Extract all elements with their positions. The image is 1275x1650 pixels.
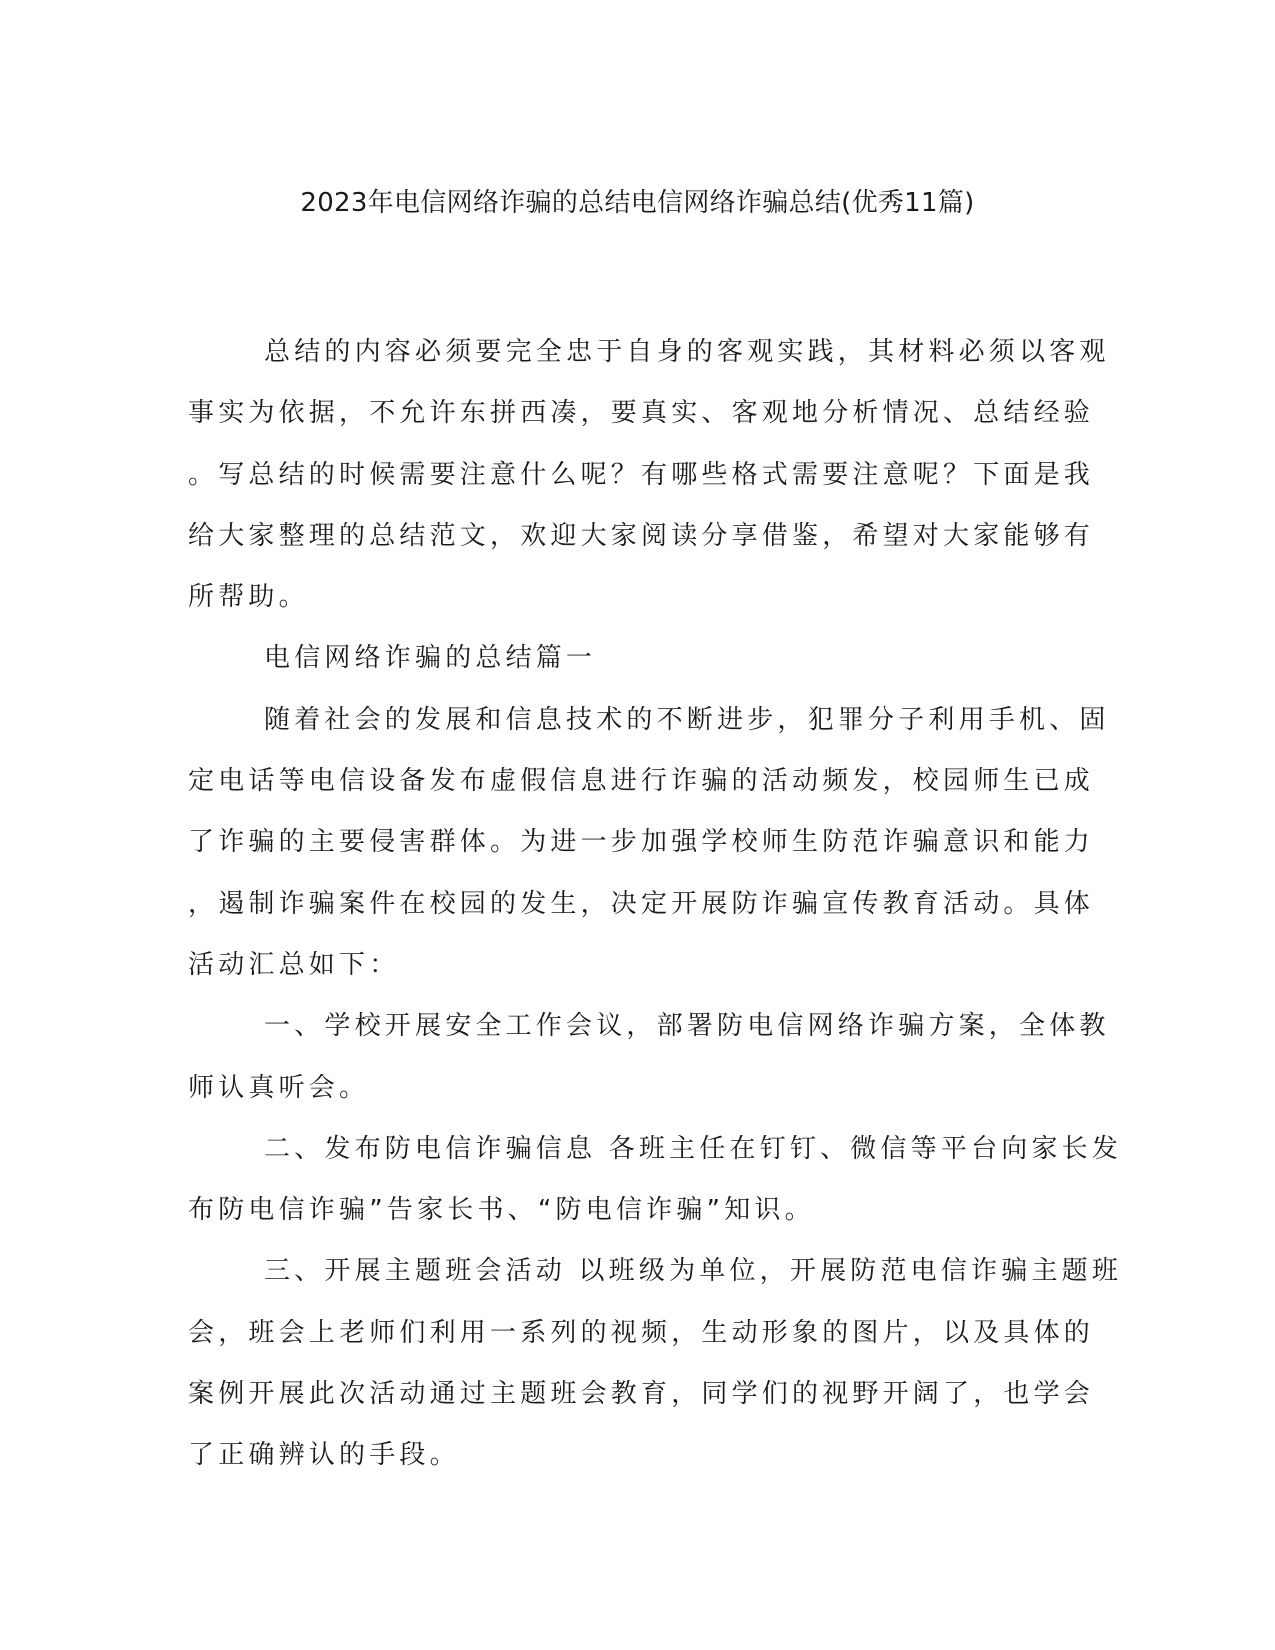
paragraph-line: 。写总结的时候需要注意什么呢？有哪些格式需要注意呢？下面是我 [188,459,1095,490]
paragraph-line: 案例开展此次活动通过主题班会教育，同学们的视野开阔了，也学会 [188,1379,1095,1410]
paragraph-line: 师认真听会。 [188,1072,370,1103]
paragraph-line: 了正确辨认的手段。 [188,1440,460,1471]
paragraph-line: 给大家整理的总结范文，欢迎大家阅读分享借鉴，希望对大家能够有 [188,520,1095,551]
document-title: 2023年电信网络诈骗的总结电信网络诈骗总结(优秀11篇) [300,188,975,218]
paragraph-line: 活动汇总如下： [188,949,400,980]
paragraph-line: 会，班会上老师们利用一系列的视频，生动形象的图片，以及具体的 [188,1317,1095,1348]
paragraph-line: 事实为依据，不允许东拼西凑，要真实、客观地分析情况、总结经验 [188,398,1095,429]
paragraph-line: 布防电信诈骗”告家长书、“防电信诈骗”知识。 [188,1195,815,1226]
paragraph-line: 二、发布防电信诈骗信息 各班主任在钉钉、微信等平台向家长发 [264,1133,1123,1164]
paragraph-line: 定电话等电信设备发布虚假信息进行诈骗的活动频发，校园师生已成 [188,766,1095,797]
paragraph-line: 随着社会的发展和信息技术的不断进步，犯罪分子利用手机、固 [264,704,1110,735]
paragraph-line: 所帮助。 [188,582,309,613]
paragraph-line: ，遏制诈骗案件在校园的发生，决定开展防诈骗宣传教育活动。具体 [188,888,1095,919]
paragraph-line: 三、开展主题班会活动 以班级为单位，开展防范电信诈骗主题班 [264,1256,1123,1287]
paragraph-line: 一、学校开展安全工作会议，部署防电信网络诈骗方案，全体教 [264,1011,1110,1042]
document-body [188,330,1123,1495]
section-heading: 电信网络诈骗的总结篇一 [264,643,597,674]
paragraph-line: 总结的内容必须要完全忠于自身的客观实践，其材料必须以客观 [264,337,1110,367]
paragraph-line: 了诈骗的主要侵害群体。为进一步加强学校师生防范诈骗意识和能力 [188,827,1095,858]
